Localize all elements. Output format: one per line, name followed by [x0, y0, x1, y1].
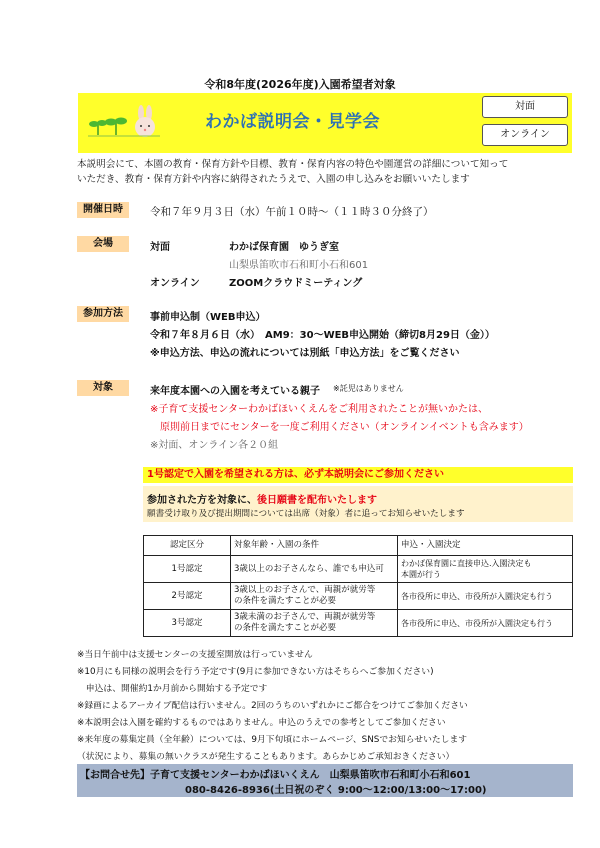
online-label: オンライン — [150, 278, 200, 289]
in-person-place: わかば保育園 ゆうぎ室 — [229, 242, 339, 253]
table-row — [144, 610, 573, 637]
sprout-icon — [89, 118, 127, 136]
table-header: 対象年齢・入園の条件 — [231, 536, 398, 556]
decision-cell — [398, 556, 573, 583]
condition-text: 3歳以上のお子さんで、両親が就労等 — [234, 585, 376, 595]
target-line: ※対面、オンライン各２０組 — [150, 440, 279, 451]
table-row — [144, 583, 573, 610]
page-title: 令和8年度(2026年度)入園希望者対象 — [204, 78, 396, 91]
participation-label: 参加方法 — [77, 306, 129, 322]
category-cell: 1号認定 — [144, 556, 231, 583]
condition-cell — [231, 583, 398, 610]
date-text: 令和７年９月３日（水）午前１０時～（１１時３０分終了） — [150, 206, 434, 218]
condition-cell — [231, 556, 398, 583]
condition-text: 3歳以上のお子さんなら、誰でも申込可 — [234, 563, 384, 574]
category-cell: 3号認定 — [144, 610, 231, 637]
in-person-label: 対面 — [150, 242, 170, 253]
date-label: 開催日時 — [77, 202, 129, 218]
intro-line: いただき、教育・保育方針や内容に納得されたうえで、入園の申し込みをお願いいたします — [77, 174, 470, 185]
note-line: ※10月にも同様の説明会を行う予定です(9月に参加できない方はそちらへご参加ください) — [77, 667, 434, 677]
condition-text: 3歳未満のお子さんで、両親が就労等 — [234, 612, 376, 622]
participation-line: 事前申込制（WEB申込） — [150, 312, 266, 323]
decision-cell: 各市役所に申込、市役所が入園決定も行う — [398, 610, 573, 637]
target-warning: 原則前日までにセンターを一度ご利用ください（オンラインイベントも含みます） — [160, 422, 529, 433]
notice-sub: 願書受け取り及び提出期間については出席（対象）者に追ってお知らせいたします — [147, 509, 465, 519]
decision-text: 本園が行う — [401, 570, 441, 579]
target-line: 来年度本園への入園を考えている親子 — [150, 386, 320, 397]
online-badge: オンライン — [482, 124, 568, 146]
condition-text: の条件を満たすことが必要 — [234, 623, 337, 633]
target-label: 対象 — [77, 380, 129, 396]
table-header: 認定区分 — [144, 536, 231, 556]
decision-cell: 各市役所に申込、市役所が入園決定も行う — [398, 583, 573, 610]
bunny-icon — [135, 105, 155, 137]
note-line: ※当日午前中は支援センターの支援室開放は行っていません — [77, 650, 313, 660]
venue-address: 山梨県笛吹市石和町小石和601 — [229, 260, 369, 271]
target-note: ※託児はありません — [333, 384, 404, 393]
participation-line: 令和７年８月６日（水） AM9：30～WEB申込開始（締切8月29日（金）） — [150, 330, 495, 341]
certification-table — [143, 535, 573, 637]
participation-line: ※申込方法、申込の流れについては別紙「申込方法」をご覧ください — [150, 348, 460, 359]
in-person-badge: 対面 — [482, 96, 568, 118]
notice-red: 後日願書を配布いたします — [257, 495, 377, 506]
table-header: 申込・入園決定 — [398, 536, 573, 556]
venue-label: 会場 — [77, 236, 129, 252]
target-warning: ※子育て支援センターわかばほいくえんをご利用されたことが無いかたは、 — [150, 404, 488, 415]
contact-phone: 080-8426-8936(土日祝のぞく 9:00～12:00/13:00～17:00) — [185, 785, 487, 796]
decision-text: わかば保育園に直接申込.入園決定も — [401, 559, 532, 568]
note-line: ※録画によるアーカイブ配信は行いません。2回のうちのいずれかにご都合をつけてご参加ください — [77, 701, 468, 711]
notice-line — [147, 491, 377, 506]
note-line: 申込は、開催約1か月前から開始する予定です — [77, 684, 268, 694]
note-line: ※来年度の募集定員（全年齢）については、9月下旬頃にホームページ、SNSでお知らせいたします — [77, 735, 468, 745]
banner-title: わかば説明会・見学会 — [205, 112, 380, 132]
notice-prefix: 参加された方を対象に、 — [147, 495, 257, 506]
table-row — [144, 556, 573, 583]
intro-text — [77, 157, 547, 187]
online-place: ZOOMクラウドミーティング — [229, 278, 363, 289]
intro-line: 本説明会にて、本園の教育・保育方針や目標、教育・保育内容の特色や園運営の詳細について知って — [77, 159, 509, 170]
category-cell: 2号認定 — [144, 583, 231, 610]
condition-text: の条件を満たすことが必要 — [234, 596, 337, 606]
notice-yellow: 1号認定で入園を希望される方は、必ず本説明会にご参加ください — [143, 467, 573, 483]
sprout-bunny-illustration — [86, 105, 164, 141]
contact-line: 【お問合せ先】子育て支援センターわかばほいくえん 山梨県笛吹市石和町小石和601 — [80, 770, 471, 781]
table-header-row — [144, 536, 573, 556]
note-line: （状況により、募集の無いクラスが発生することもあります。あらかじめご承知おきください） — [77, 752, 455, 762]
note-line: ※本説明会は入園を確約するものではありません。申込のうえでの参考としてご参加ください — [77, 718, 446, 728]
condition-cell — [231, 610, 398, 637]
